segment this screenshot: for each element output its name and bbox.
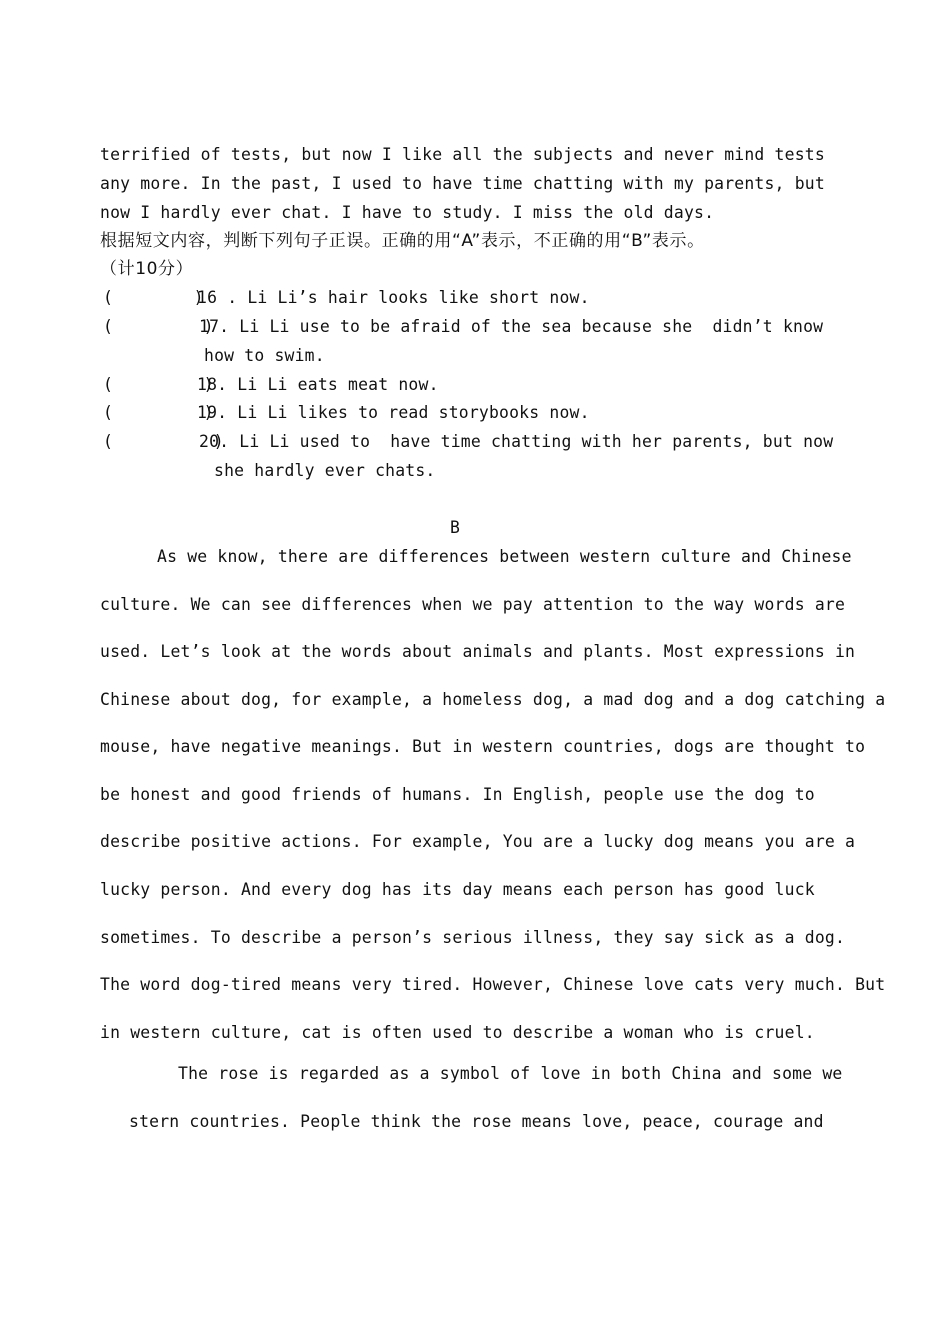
- answer-bracket[interactable]: ( ): [103, 403, 214, 422]
- question-text: 19. Li Li likes to read storybooks now.: [197, 403, 590, 422]
- paragraph-line: used. Let’s look at the words about animals and plants. Most expressions in: [100, 642, 856, 661]
- section-heading: B: [449, 518, 461, 537]
- paragraph-line: The word dog-tired means very tired. However, Chinese love cats very much. But: [100, 975, 886, 994]
- passage-a-line: terrified of tests, but now I like all the subjects and never mind tests: [100, 145, 825, 164]
- passage-a-line: any more. In the past, I used to have time chatting with my parents, but: [100, 174, 825, 193]
- paragraph-line: stern countries. People think the rose means love, peace, courage and: [129, 1112, 824, 1131]
- instructions-score: （计10分）: [100, 259, 194, 279]
- answer-bracket[interactable]: ( ): [103, 288, 204, 307]
- question-text: 20. Li Li used to have time chatting with her parents, but now: [199, 432, 834, 451]
- question-text-continued: how to swim.: [204, 346, 325, 365]
- answer-bracket[interactable]: ( ): [103, 375, 214, 394]
- answer-bracket[interactable]: ( ): [103, 432, 224, 451]
- question-text: 18. Li Li eats meat now.: [197, 375, 439, 394]
- question-text-continued: she hardly ever chats.: [214, 461, 436, 480]
- paragraph-line: mouse, have negative meanings. But in western countries, dogs are thought to: [100, 737, 866, 756]
- paragraph-line: sometimes. To describe a person’s serious illness, they say sick as a dog.: [100, 928, 846, 947]
- paragraph-line: As we know, there are differences between western culture and Chinese: [157, 547, 852, 566]
- paragraph-line: lucky person. And every dog has its day means each person has good luck: [100, 880, 815, 899]
- paragraph-line: describe positive actions. For example, You are a lucky dog means you are a: [100, 832, 856, 851]
- paragraph-line: The rose is regarded as a symbol of love in both China and some we: [178, 1064, 843, 1083]
- paragraph-line: be honest and good friends of humans. In English, people use the dog to: [100, 785, 815, 804]
- passage-a-line: now I hardly ever chat. I have to study. I miss the old days.: [100, 203, 715, 222]
- answer-bracket[interactable]: ( ): [103, 317, 214, 336]
- instructions: 根据短文内容，判断下列句子正误。正确的用“A”表示，不正确的用“B”表示。: [100, 231, 705, 251]
- question-text: 16 . Li Li’s hair looks like short now.: [197, 288, 590, 307]
- paragraph-line: culture. We can see differences when we pay attention to the way words are: [100, 595, 846, 614]
- question-text: 17. Li Li use to be afraid of the sea because she didn’t know: [199, 317, 824, 336]
- paragraph-line: Chinese about dog, for example, a homeless dog, a mad dog and a dog catching a: [100, 690, 886, 709]
- paragraph-line: in western culture, cat is often used to describe a woman who is cruel.: [100, 1023, 815, 1042]
